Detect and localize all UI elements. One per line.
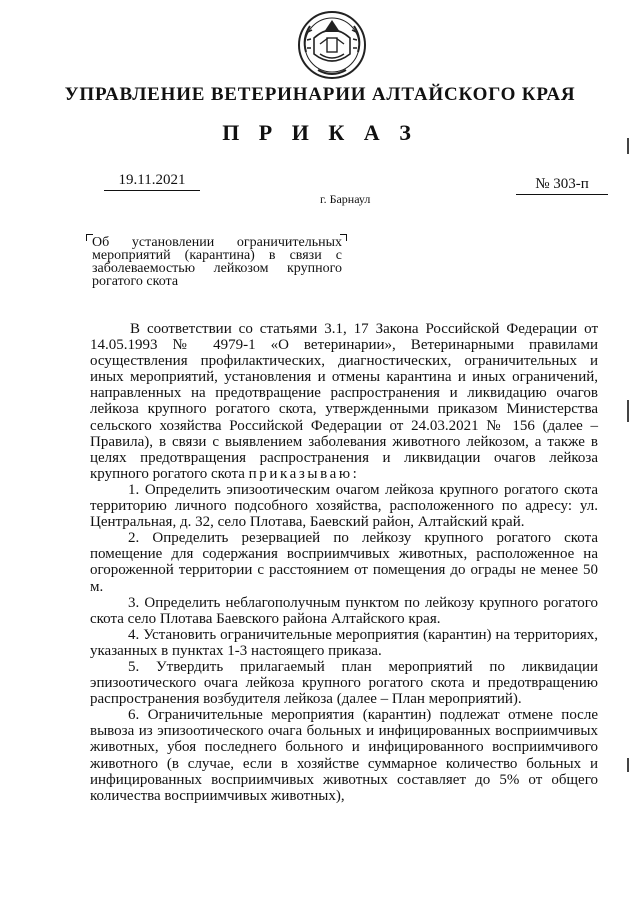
intro-text: В соответствии со статьями 3.1, 17 Закона Российской Федерации от 14.05.1993 № 4979-1 «О ветеринарии», Ветеринарными правилами осуществления профилактических, диагностических, ограничительных и иных мероприятий, установления и отмены карантина и иных ограничений, направленных на предотвращение распространения и ликвидацию очагов лейкоза крупного рогатого скота, утвержденными приказом Министерства сельского хозяйства Российской Федерации от 24.03.2021 № 156 (далее – Правила), в связи с выявлением заболевания животного лейкозом, а также в целях предотвращения распространения и ликвидации очагов лейкоза крупного рогатого скота <box>90 321 598 482</box>
organization-name: УПРАВЛЕНИЕ ВЕТЕРИНАРИИ АЛТАЙСКОГО КРАЯ <box>64 84 576 105</box>
order-item-4: 4. Установить ограничительные мероприятия (карантин) на территориях, указанных в пунктах 1-3 настоящего приказа. <box>90 626 598 659</box>
scan-margin-mark <box>627 758 629 772</box>
document-title: П Р И К А З <box>222 120 418 145</box>
scan-margin-mark <box>627 138 629 154</box>
order-subject: Об установлении ограничительных мероприятий (карантина) в связи с заболеваемостью лейкозом крупного рогатого скота <box>92 235 342 289</box>
scan-margin-mark <box>627 400 629 422</box>
order-date: 19.11.2021 <box>104 172 200 191</box>
order-word: приказываю: <box>248 465 360 482</box>
order-number: № 303-п <box>516 176 608 195</box>
order-item-1: 1. Определить эпизоотическим очагом лейкоза крупного рогатого скота территорию личного подсобного хозяйства, расположенного по адресу: ул. Центральная, д. 32, село Плотава, Баевский район, Алтайский край. <box>90 481 598 531</box>
order-item-5: 5. Утвердить прилагаемый план мероприятий по ликвидации эпизоотического очага лейкоза крупного рогатого скота и предотвращению распространения возбудителя лейкоза (далее – План мероприятий). <box>90 658 598 708</box>
intro-paragraph <box>90 321 598 482</box>
order-item-2: 2. Определить резервацией по лейкозу крупного рогатого скота помещение для содержания восприимчивых животных, расположенное на огороженной территории с расстоянием от помещения до ограды не менее 50 м. <box>90 530 598 595</box>
order-body <box>90 321 598 804</box>
coat-of-arms-emblem <box>294 8 370 82</box>
order-item-3: 3. Определить неблагополучным пунктом по лейкозу крупного рогатого скота село Плотава Баевского района Алтайского края. <box>90 594 598 627</box>
order-city: г. Барнаул <box>320 192 371 206</box>
order-item-6: 6. Ограничительные мероприятия (карантин) подлежат отмене после вывоза из эпизоотического очага больных и инфицированных восприимчивых животных, убоя последнего больного и инфицированного восприимчивого животного (в случае, если в хозяйстве суммарное количество больных и инфицированных восприимчивых животных составляет до 5% от общего количества восприимчивых животных), <box>90 707 598 804</box>
